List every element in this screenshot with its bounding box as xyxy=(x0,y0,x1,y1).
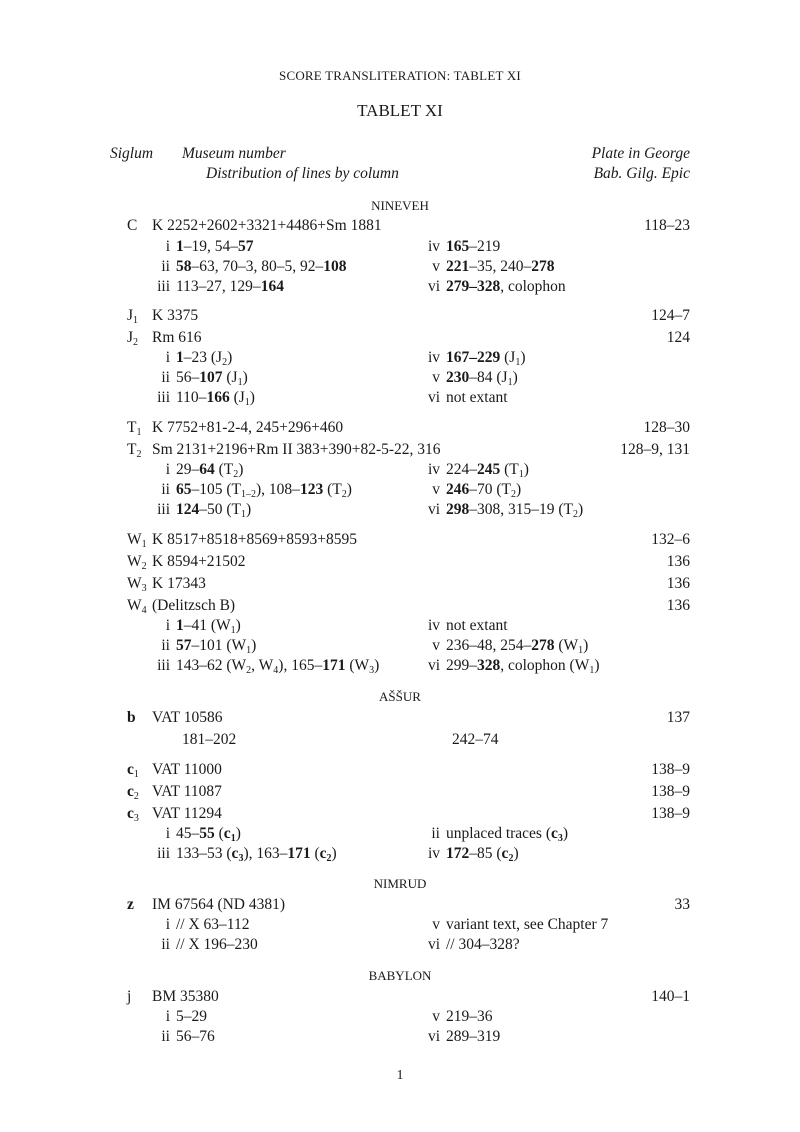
line-distribution: 1–19, 54–57 xyxy=(176,238,254,255)
column-numeral: i xyxy=(165,349,170,366)
line-distribution: 58–63, 70–3, 80–5, 92–108 xyxy=(176,258,347,275)
line-distribution: 172–85 $(c_2)$ xyxy=(446,845,519,864)
siglum: C xyxy=(127,217,138,234)
museum-number: K 8517+8518+8569+8593+8595 xyxy=(152,531,358,548)
siglum: $c_2$ xyxy=(127,783,139,802)
column-header-distribution: Distribution of lines by column xyxy=(206,165,399,182)
column-numeral: i xyxy=(165,461,170,478)
column-numeral: iii xyxy=(157,501,170,518)
line-distribution: 124–50 $(T_1)$ xyxy=(176,501,252,520)
museum-number: BM 35380 xyxy=(152,988,219,1005)
plate-reference: 138–9 xyxy=(651,805,690,822)
plate-reference: 136 xyxy=(666,597,690,614)
siglum: $W_4$ xyxy=(127,597,147,616)
plate-reference: 118–23 xyxy=(644,217,690,234)
line-distribution: // X 196–230 xyxy=(176,936,258,953)
line-distribution: 165–219 xyxy=(446,238,501,255)
column-numeral: iv xyxy=(427,349,440,366)
column-numeral: v xyxy=(432,258,440,275)
siglum: $J_1$ xyxy=(127,307,139,326)
column-numeral: i xyxy=(165,825,170,842)
line-distribution: unplaced traces $(c_3)$ xyxy=(446,825,569,844)
line-distribution: 29–64 $(T_2)$ xyxy=(176,461,244,480)
line-distribution: not extant xyxy=(446,389,508,406)
siglum: z xyxy=(127,896,134,913)
line-distribution: 242–74 xyxy=(452,731,499,748)
site-heading-nimrud: NIMRUD xyxy=(373,876,427,891)
column-numeral: v xyxy=(432,481,440,498)
museum-number: IM 67564 (ND 4381) xyxy=(152,896,286,913)
column-numeral: i xyxy=(165,1008,170,1025)
museum-number: (Delitzsch B) xyxy=(152,597,236,614)
column-numeral: iv xyxy=(427,617,440,634)
plate-reference: 136 xyxy=(666,575,690,592)
page-title: TABLET XI xyxy=(357,101,443,120)
line-distribution: 298–308, 315–19 $(T_2)$ xyxy=(446,501,584,520)
column-numeral: ii xyxy=(431,825,440,842)
museum-number: K 2252+2602+3321+4486+Sm 1881 xyxy=(152,217,382,234)
column-numeral: v xyxy=(432,369,440,386)
plate-reference: 140–1 xyxy=(651,988,690,1005)
plate-reference: 137 xyxy=(666,709,690,726)
column-numeral: ii xyxy=(161,481,170,498)
line-distribution: 57–101 $(W_1)$ xyxy=(176,637,257,656)
siglum: $J_2$ xyxy=(127,329,139,348)
museum-number: K 3375 xyxy=(152,307,199,324)
line-distribution: 45–55 $(c_1)$ xyxy=(176,825,241,844)
line-distribution: 167–229 $(J_1)$ xyxy=(446,349,526,368)
column-numeral: ii xyxy=(161,258,170,275)
column-numeral: v xyxy=(432,1008,440,1025)
museum-number: VAT 11087 xyxy=(152,783,222,800)
running-head: SCORE TRANSLITERATION: TABLET XI xyxy=(279,68,521,83)
plate-reference: 138–9 xyxy=(651,783,690,800)
line-distribution: 279–328, colophon xyxy=(446,278,566,295)
column-numeral: ii xyxy=(161,637,170,654)
column-numeral: vi xyxy=(427,657,440,674)
line-distribution: 1–23 $(J_2)$ xyxy=(176,349,233,368)
line-distribution: 143–62 ($W_2$, $W_4$), 165–171 $(W_3)$ xyxy=(176,657,380,676)
line-distribution: not extant xyxy=(446,617,508,634)
site-heading-assur: AŠŠUR xyxy=(379,689,421,704)
line-distribution: // X 63–112 xyxy=(176,916,250,933)
line-distribution: 113–27, 129–164 xyxy=(176,278,284,295)
column-header-plate-2: Bab. Gilg. Epic xyxy=(593,165,690,182)
line-distribution: 299–328, colophon $(W_1)$ xyxy=(446,657,600,676)
line-distribution: 56–76 xyxy=(176,1028,215,1045)
line-distribution: variant text, see Chapter 7 xyxy=(446,916,609,933)
page-number: 1 xyxy=(396,1068,404,1083)
column-numeral: vi xyxy=(427,1028,440,1045)
plate-reference: 128–30 xyxy=(643,419,690,436)
museum-number: K 17343 xyxy=(152,575,206,592)
museum-number: K 8594+21502 xyxy=(152,553,246,570)
column-numeral: iv xyxy=(427,461,440,478)
column-header-museum-number: Museum number xyxy=(182,145,286,162)
plate-reference: 124 xyxy=(666,329,690,346)
line-distribution: 230–84 $(J_1)$ xyxy=(446,369,518,388)
column-numeral: iii xyxy=(157,845,170,862)
line-distribution: 219–36 xyxy=(446,1008,493,1025)
siglum: $T_1$ xyxy=(127,419,142,438)
plate-reference: 33 xyxy=(674,896,690,913)
museum-number: Rm 616 xyxy=(152,329,202,346)
museum-number: Sm 2131+2196+Rm II 383+390+82-5-22, 316 xyxy=(152,441,441,458)
siglum: $c_1$ xyxy=(127,761,139,780)
siglum: b xyxy=(127,709,136,726)
siglum: $T_2$ xyxy=(127,441,142,460)
column-numeral: iii xyxy=(157,389,170,406)
line-distribution: 133–53 $(c_3)$, 163–171 $(c_2)$ xyxy=(176,845,337,864)
column-header-plate-1: Plate in George xyxy=(591,145,690,162)
column-numeral: iv xyxy=(427,845,440,862)
column-numeral: vi xyxy=(427,936,440,953)
line-distribution: 236–48, 254–278 $(W_1)$ xyxy=(446,637,589,656)
line-distribution: 181–202 xyxy=(182,731,237,748)
line-distribution: 5–29 xyxy=(176,1008,207,1025)
plate-reference: 136 xyxy=(666,553,690,570)
museum-number: VAT 10586 xyxy=(152,709,223,726)
site-heading-babylon: BABYLON xyxy=(368,968,432,983)
line-distribution: 289–319 xyxy=(446,1028,501,1045)
column-numeral: v xyxy=(432,916,440,933)
column-numeral: iv xyxy=(427,238,440,255)
line-distribution: 110–166 $(J_1)$ xyxy=(176,389,255,408)
column-numeral: iii xyxy=(157,278,170,295)
column-numeral: i xyxy=(165,238,170,255)
line-distribution: // 304–328? xyxy=(446,936,520,953)
line-distribution: 224–245 $(T_1)$ xyxy=(446,461,529,480)
plate-reference: 128–9, 131 xyxy=(620,441,690,458)
museum-number: VAT 11000 xyxy=(152,761,222,778)
column-numeral: vi xyxy=(427,278,440,295)
column-numeral: i xyxy=(165,916,170,933)
line-distribution: 246–70 $(T_2)$ xyxy=(446,481,522,500)
plate-reference: 132–6 xyxy=(651,531,690,548)
column-numeral: ii xyxy=(161,369,170,386)
siglum: j xyxy=(127,988,132,1005)
siglum: $W_3$ xyxy=(127,575,147,594)
siglum: $W_2$ xyxy=(127,553,147,572)
column-numeral: i xyxy=(165,617,170,634)
column-numeral: vi xyxy=(427,501,440,518)
line-distribution: 221–35, 240–278 xyxy=(446,258,555,275)
column-numeral: iii xyxy=(157,657,170,674)
line-distribution: 56–107 $(J_1)$ xyxy=(176,369,248,388)
siglum: $W_1$ xyxy=(127,531,147,550)
column-numeral: v xyxy=(432,637,440,654)
plate-reference: 124–7 xyxy=(651,307,690,324)
line-distribution: 65–105 $(T_{1-2})$, 108–123 $(T_2)$ xyxy=(176,481,352,500)
museum-number: VAT 11294 xyxy=(152,805,222,822)
site-heading-nineveh: NINEVEH xyxy=(371,198,429,213)
line-distribution: 1–41 $(W_1)$ xyxy=(176,617,241,636)
column-header-siglum: Siglum xyxy=(110,145,154,162)
plate-reference: 138–9 xyxy=(651,761,690,778)
museum-number: K 7752+81-2-4, 245+296+460 xyxy=(152,419,344,436)
column-numeral: ii xyxy=(161,936,170,953)
column-numeral: vi xyxy=(427,389,440,406)
column-numeral: ii xyxy=(161,1028,170,1045)
siglum: $c_3$ xyxy=(127,805,139,824)
